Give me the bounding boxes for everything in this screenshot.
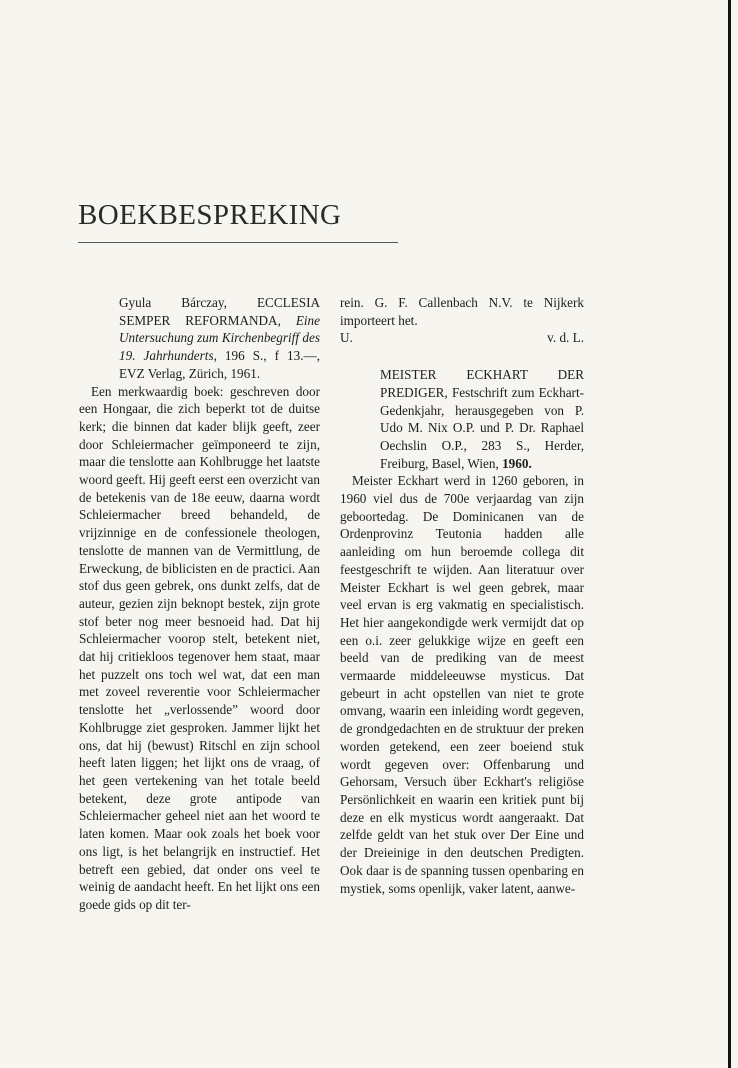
review1-bibliography xyxy=(79,294,320,383)
review1-signature xyxy=(340,329,584,347)
review2-year: 1960. xyxy=(502,455,532,471)
review2-body: Meister Eckhart werd in 1260 geboren, in 1960 viel dus de 700e verjaardag van zijn geboortedag. De Dominicanen van de Ordenprovinz Teutonia hadden alle aanleiding om hun beroemde collega dit feestgeschrift te wijden. Aan literatuur over Meister Eckhart is wel geen gebrek, maar veel ervan is erg vakmatig en specialistisch. Het hier aangekondigde werk vermijdt dat op een o.i. zeer gelukkige wijze en geeft een beeld van de prediking van de meest vermaarde middeleeuwse mysticus. Dat gebeurt in acht opstellen van niet te grote omvang, waarin een inleiding wordt gegeven, de grondgedachten en de struktuur der preken worden getekend, een zeer boeiend stuk wordt gegeven over: Offenbarung und Gehorsam, Versuch über Eckhart's religiöse Persönlichkeit en waarin een kritiek punt bij deze en elk mysticus wordt aangeraakt. Dat zelfde geldt van het stuk over Der Eine und der Dreieinige in den deutschen Predigten. Ook daar is de spanning tussen openbaring en mystiek, soms openlijk, vaker latent, aanwe- xyxy=(340,473,584,896)
section-heading: BOEKBESPREKING xyxy=(78,199,342,231)
review1-body-continued: rein. G. F. Callenbach N.V. te Nijkerk importeert het. xyxy=(340,295,584,328)
right-column xyxy=(340,294,584,897)
review2-title: MEISTER ECKHART DER PREDIGER, xyxy=(380,367,584,400)
heading-rule xyxy=(78,242,398,243)
review1-body: Een merkwaardig boek: geschreven door een Hongaar, die zich beperkt tot de duitse kerk; die binnen dat kader blijk geeft, zeer door Schleiermacher geïmponeerd te zijn, maar die tenslotte aan Kohlbrugge het laatste woord geeft. Hij geeft eerst een overzicht van de betekenis van de 18e eeuw, daarna wordt Schleiermacher breed behandeld, de vrijzinnige en de confessionele theologen, tenslotte de mannen van de Vermittlung, de Erweckung, de biblicisten en de practici. Aan stof dus geen gebrek, ons dunkt zelfs, dat de auteur, gezien zijn beknopt bestek, zijn grote stof beter nog meer besnoeid had. Dat hij Schleiermacher voorop stelt, betekent niet, dat hij critiekloos tegenover hem staat, maar het puzzelt ons toch wel wat, dat een man met zoveel reverentie voor Schleiermacher tenslotte het „verlossende” woord door Kohlbrugge ziet gesproken. Jammer lijkt het ons, dat hij (bewust) Ritschl en zijn school heeft laten liggen; het lijkt ons de vraag, of het geen vertekening van het totale beeld betekent, deze grote antipode van Schleiermacher geheel niet aan het woord te laten komen. Maar ook zoals het boek voor ons ligt, is het belangrijk en instructief. Het betreft een gebied, dat onder ons veel te weinig de aandacht heeft. En het lijkt ons een goede gids op dit ter- xyxy=(79,383,320,912)
review1-details: 196 S., f 13.—, EVZ Verlag, Zürich, 1961. xyxy=(119,348,321,381)
review1-author-title: Gyula Bárczay, ECCLESIA SEMPER REFORMANDA, xyxy=(119,295,320,328)
left-column xyxy=(79,294,320,914)
review2-details: Festschrift zum Eckhart-Gedenkjahr, herausgegeben von P. Udo M. Nix O.P. und P. Dr. Raphael Oechslin O.P., 283 S., Herder, Freiburg, Basel, Wien, xyxy=(380,384,585,471)
review1-subtitle: Eine Untersuchung zum Kirchenbegriff des 19. Jahrhunderts, xyxy=(119,312,320,364)
review1-sig-left: U. xyxy=(340,330,353,346)
page-edge-line xyxy=(728,0,731,1068)
review1-sig-right: v. d. L. xyxy=(547,330,584,346)
review2-bibliography xyxy=(340,366,584,472)
